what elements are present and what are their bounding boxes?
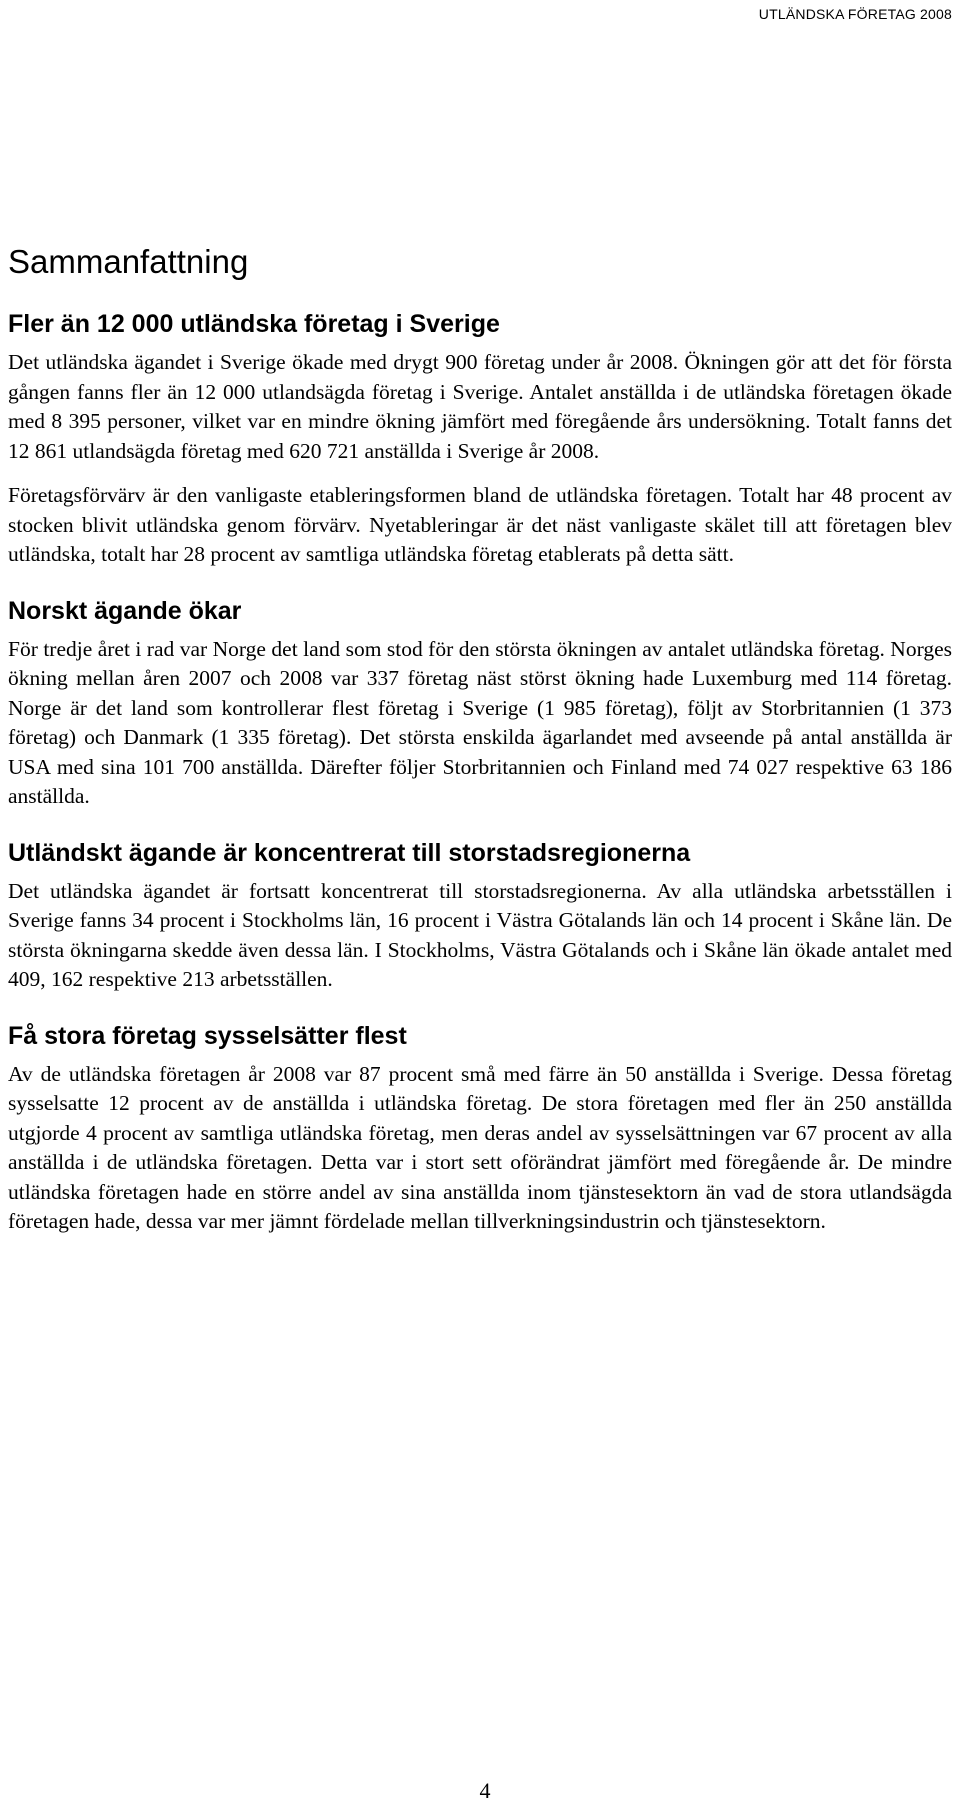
section-metropolitan-concentration	[8, 837, 952, 995]
page-number: 4	[479, 1778, 491, 1803]
section-heading: Norskt ägande ökar	[8, 596, 242, 625]
section-heading: Fler än 12 000 utländska företag i Sverige	[8, 310, 500, 338]
running-header: UTLÄNDSKA FÖRETAG 2008	[758, 6, 952, 22]
section-large-companies	[8, 1020, 952, 1237]
paragraph: Av de utländska företagen år 2008 var 87 procent små med färre än 50 anställda i Sverige. Dessa företag sysselsatte 12 procent av de anställda i utländska företag. De stora företagen med fler än 250 anställda utgjorde 4 procent av samtliga utländska företag, men deras andel av sysselsättningen var 67 procent av alla anställda i de utländska företagen. Detta var i stort sett oförändrat jämfört med föregående år. De mindre utländska företagen hade en större andel av sina anställda inom tjänstesektorn än vad de stora utlandsägda företagen hade, dessa var mer jämnt fördelade mellan tillverkningsindustrin och tjänstesektorn.	[8, 1061, 952, 1233]
paragraph: Företagsförvärv är den vanligaste etableringsformen bland de utländska företagen. Totalt har 48 procent av stocken blivit utländska genom förvärv. Nyetableringar är det näst vanligaste skälet till att företagen blev utländska, totalt har 28 procent av samtliga utländska företag etablerats på detta sätt.	[8, 483, 952, 566]
section-heading: Få stora företag sysselsätter flest	[8, 1021, 407, 1050]
section-norwegian-ownership	[8, 595, 952, 812]
document-body	[8, 242, 952, 1252]
page-title: Sammanfattning	[8, 243, 249, 280]
paragraph: Det utländska ägandet i Sverige ökade med drygt 900 företag under år 2008. Ökningen gör att det för första gången fanns fler än 12 000 utlandsägda företag i Sverige. Antalet anställda i de utländska företagen ökade med 8 395 personer, vilket var en mindre ökning jämfört med föregående års undersökning. Totalt fanns det 12 861 utlandsägda företag med 620 721 anställda i Sverige år 2008.	[8, 350, 952, 463]
paragraph: Det utländska ägandet är fortsatt koncentrerat till storstadsregionerna. Av alla utländska arbetsställen i Sverige fanns 34 procent i Stockholms län, 16 procent i Västra Götalands län och 14 procent i Skåne län. De största ökningarna skedde även dessa län. I Stockholms, Västra Götalands och i Skåne län ökade antalet med 409, 162 respektive 213 arbetsställen.	[8, 878, 952, 991]
section-foreign-companies	[8, 308, 952, 570]
paragraph: För tredje året i rad var Norge det land som stod för den största ökningen av antalet utländska företag. Norges ökning mellan åren 2007 och 2008 var 337 företag näst störst ökning hade Luxemburg med 114 företag. Norge är det land som kontrollerar flest företag i Sverige (1 985 företag), följt av Storbritannien (1 373 företag) och Danmark (1 335 företag). Det största enskilda ägarlandet med avseende på antal anställda är USA med sina 101 700 anställda. Därefter följer Storbritannien och Finland med 74 027 respektive 63 186 anställda.	[8, 636, 952, 808]
section-heading: Utländskt ägande är koncentrerat till storstadsregionerna	[8, 838, 691, 867]
